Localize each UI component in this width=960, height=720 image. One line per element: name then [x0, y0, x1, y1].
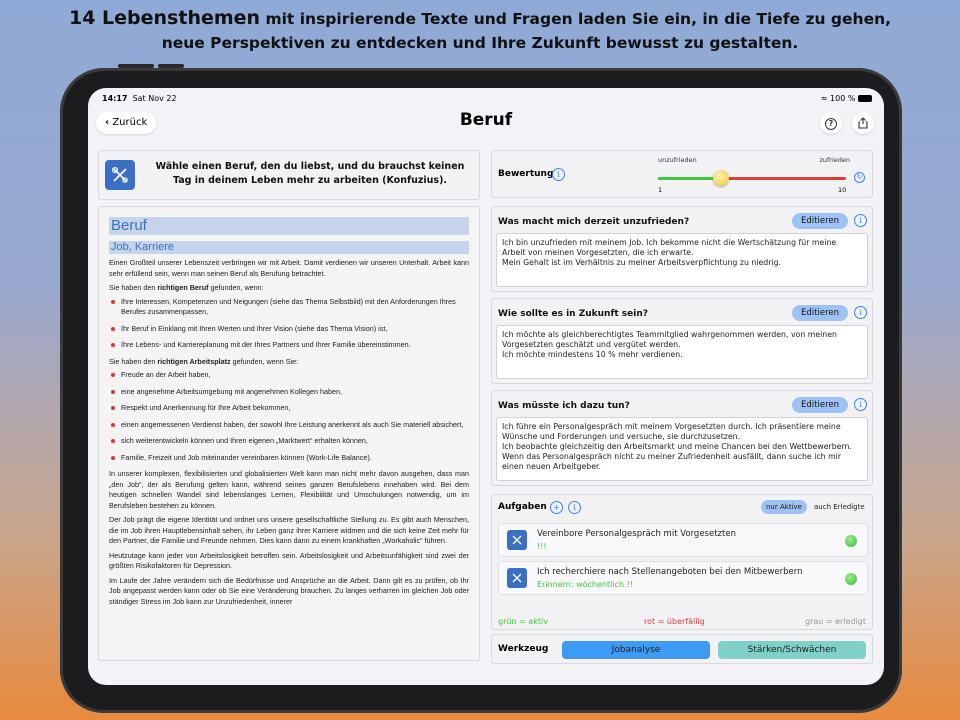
status-dot-icon: [845, 535, 857, 547]
reset-icon[interactable]: ↻: [854, 172, 865, 183]
wifi-icon: ≈: [820, 94, 828, 103]
doc-paragraph: Der Job prägt die eigene Identität und ordnet uns unsere gesellschaftliche Stellung zu. Es gibt auch Menschen, die im Job ihren Hauptlebensinhalt sehen, ihr Leben ganz ihrer Karriere widmen und die sich keine Zeit mehr für den Partner, die Familie und Freunde nehmen. Dies kann dann zu einem krankhaften „Workaholic“ führen.: [109, 515, 469, 545]
page-title: Beruf: [459, 110, 513, 130]
legend-red: rot = überfällig: [644, 617, 705, 626]
rating-low-label: unzufrieden: [658, 156, 697, 164]
back-label: Zurück: [112, 117, 148, 128]
task-title: Vereinbore Personalgespräch mit Vorgesetzten: [537, 529, 736, 539]
battery-icon: [858, 95, 872, 102]
filter-done-tab[interactable]: auch Erledigte: [814, 503, 865, 511]
promo-line2: neue Perspektiven zu entdecken und Ihre Zukunft bewusst zu gestalten.: [161, 34, 799, 52]
list-item: Ihre Lebens- und Karriereplanung mit der Ihres Partners und Ihrer Familie übereinstimmen.: [109, 340, 469, 351]
doc-paragraph: Sie haben den richtigen Beruf gefunden, wenn:: [109, 283, 264, 292]
rating-max: 10: [838, 186, 847, 194]
app-screen: [88, 88, 884, 685]
doc-paragraph: In unserer komplexen, flexibilisierten und globalisierten Welt kann man nicht mehr davon ausgehen, dass man „den Job“, der als Berufung gelten kann, während seines ganzen Berufslebens innehaben wird. Bei dem heutigen schnellen Wandel sind lebenslanges Lernen, Flexibilität und Umschulungen notwendig, um im Berufsleben bestehen zu können.: [109, 469, 469, 510]
legend-grey: grau = erledigt: [805, 617, 866, 626]
list-item: Freude an der Arbeit haben,: [109, 370, 469, 381]
doc-paragraph: Heutzutage kann jeder von Arbeitslosigkeit betroffen sein. Arbeitslosigkeit und Arbeitsunfähigkeit sind zwei der größten Risikofaktoren für Depression.: [109, 550, 469, 570]
list-item: Respekt und Anerkennung für Ihre Arbeit bekommen,: [109, 403, 469, 414]
tools-card: [491, 634, 873, 664]
share-icon[interactable]: [852, 112, 874, 134]
add-task-icon[interactable]: +: [550, 501, 563, 514]
rating-min: 1: [658, 186, 663, 194]
doc-paragraph: Sie haben den richtigen Arbeitsplatz gefunden, wenn Sie:: [109, 356, 299, 366]
list-item: Familie, Freizeit und Job miteinander vereinbaren können (Work-Life Balance).: [109, 453, 469, 464]
tools-icon: [105, 160, 135, 190]
tools-icon: [507, 568, 527, 588]
status-time: 14:17: [102, 94, 128, 103]
doc-heading: Beruf: [109, 217, 469, 235]
promo-banner: [0, 6, 960, 55]
topic-document[interactable]: [98, 206, 480, 661]
info-icon[interactable]: i: [854, 398, 867, 411]
question-card-2: [491, 298, 873, 384]
answer-text[interactable]: Ich führe ein Personalgespräch mit meinem Vorgesetzten durch. Ich präsentiere meine Wünsche und Forderungen und versuche, sie durchzusetzen. Ich beobachte gleichzeitig den Arbeitsmarkt und meine Chancen bei den Wettbewerbern. Wenn das Personalgespräch nicht zu meiner Zufriedenheit ausfällt, dann suche ich mir einen neuen Arbeitgeber.: [496, 417, 868, 481]
staerken-schwaechen-button[interactable]: Stärken/Schwächen: [718, 641, 866, 659]
info-icon[interactable]: i: [854, 306, 867, 319]
question-circle-icon[interactable]: ?: [820, 112, 842, 134]
question-title: Was macht mich derzeit unzufrieden?: [498, 217, 690, 227]
tasks-card: [491, 494, 873, 630]
rating-card: [491, 150, 873, 198]
edit-button[interactable]: Editieren: [792, 213, 848, 229]
list-item: einen angemessenen Verdienst haben, der sowohl Ihre Leistung anerkennt als auch Sie materiell absichert,: [109, 420, 469, 431]
tasks-title: Aufgaben: [498, 502, 547, 512]
list-item: eine angenehme Arbeitsumgebung mit angenehmen Kollegen haben,: [109, 387, 469, 398]
question-title: Wie sollte es in Zukunft sein?: [498, 309, 648, 319]
tools-label: Werkzeug: [498, 644, 549, 654]
doc-list: [109, 370, 469, 463]
jobanalyse-button[interactable]: Jobanalyse: [562, 641, 710, 659]
status-date: Sat Nov 22: [132, 94, 177, 103]
doc-subheading: Job, Karriere: [109, 241, 469, 254]
task-item[interactable]: [498, 523, 868, 557]
chevron-left-icon: ‹: [105, 117, 110, 128]
task-item[interactable]: [498, 561, 868, 595]
quote-card: [98, 150, 480, 200]
info-icon[interactable]: i: [552, 168, 565, 181]
rating-high-label: zufrieden: [819, 156, 850, 164]
task-subtitle: Erinnern: wöchentlich !!: [537, 580, 633, 589]
status-dot-icon: [845, 573, 857, 585]
power-button: [158, 64, 184, 68]
list-item: Ihre Interessen, Kompetenzen und Neigungen (siehe das Thema Selbstbild) mit den Anforderungen Ihres Berufes zusammenpassen,: [109, 297, 469, 318]
question-card-3: [491, 390, 873, 486]
doc-paragraph: Einen Großteil unserer Lebenszeit verbringen wir mit Arbeit. Damit verdienen wir unseren Unterhalt. Arbeit kann sehr erfüllend sein, wenn man seinen Beruf als Berufung betrachtet.: [109, 258, 469, 278]
question-title: Was müsste ich dazu tun?: [498, 401, 630, 411]
info-icon[interactable]: i: [854, 214, 867, 227]
doc-paragraph: Im Laufe der Jahre verändern sich die Bedürfnisse und Ansprüche an die Arbeit. Dann gilt es zu prüfen, ob Ihr Job angepasst werden kann oder ob Sie eine Veränderung brauchen. Zu langes verharren im gleichen Job oder ständiger Stress im Job kann zur Unzufriedenheit, innerer: [109, 575, 469, 606]
rating-slider[interactable]: [658, 177, 846, 180]
filter-active-tab[interactable]: nur Aktive: [761, 500, 807, 514]
question-card-1: [491, 206, 873, 292]
doc-list: [109, 297, 469, 351]
list-item: sich weiterentwickeln können und Ihren eigenen „Marktwert“ erhalten können,: [109, 436, 469, 447]
list-item: Ihr Beruf in Einklang mit Ihren Werten und Ihrer Vision (siehe das Thema Vision) ist,: [109, 324, 469, 335]
status-battery: 100 %: [830, 94, 856, 103]
promo-highlight: 14 Lebensthemen: [68, 7, 261, 29]
legend-green: grün = aktiv: [498, 617, 548, 626]
rating-slider-thumb[interactable]: [713, 170, 729, 186]
volume-button: [118, 64, 154, 68]
rating-slider-fill: [658, 177, 721, 180]
tools-icon: [507, 530, 527, 550]
answer-text[interactable]: Ich bin unzufrieden mit meinem Job. Ich bekomme nicht die Wertschätzung für meine Arbeit von meinen Vorgesetzten, die ich erwarte. Mein Gehalt ist im Verhältnis zu meiner Arbeitsverpflichtung zu niedrig.: [496, 233, 868, 287]
task-title: Ich recherchiere nach Stellenangeboten bei den Mitbewerbern: [537, 567, 803, 577]
task-subtitle: !!!: [537, 542, 547, 551]
info-icon[interactable]: i: [568, 501, 581, 514]
answer-text[interactable]: Ich möchte als gleichberechtigtes Teammitglied wahrgenommen werden, von meinen Vorgesetzten geschätzt und vergütet werden. Ich möchte mindestens 10 % mehr verdienen.: [496, 325, 868, 379]
quote-text: Wähle einen Beruf, den du liebst, und du brauchst keinen Tag in deinem Leben mehr zu arbeiten (Konfuzius).: [155, 161, 465, 186]
navigation-bar: [88, 102, 884, 142]
rating-label: Bewertung: [498, 169, 554, 179]
promo-line1: mit inspirierende Texte und Fragen laden Sie ein, in die Tiefe zu gehen,: [260, 10, 891, 28]
edit-button[interactable]: Editieren: [792, 305, 848, 321]
edit-button[interactable]: Editieren: [792, 397, 848, 413]
